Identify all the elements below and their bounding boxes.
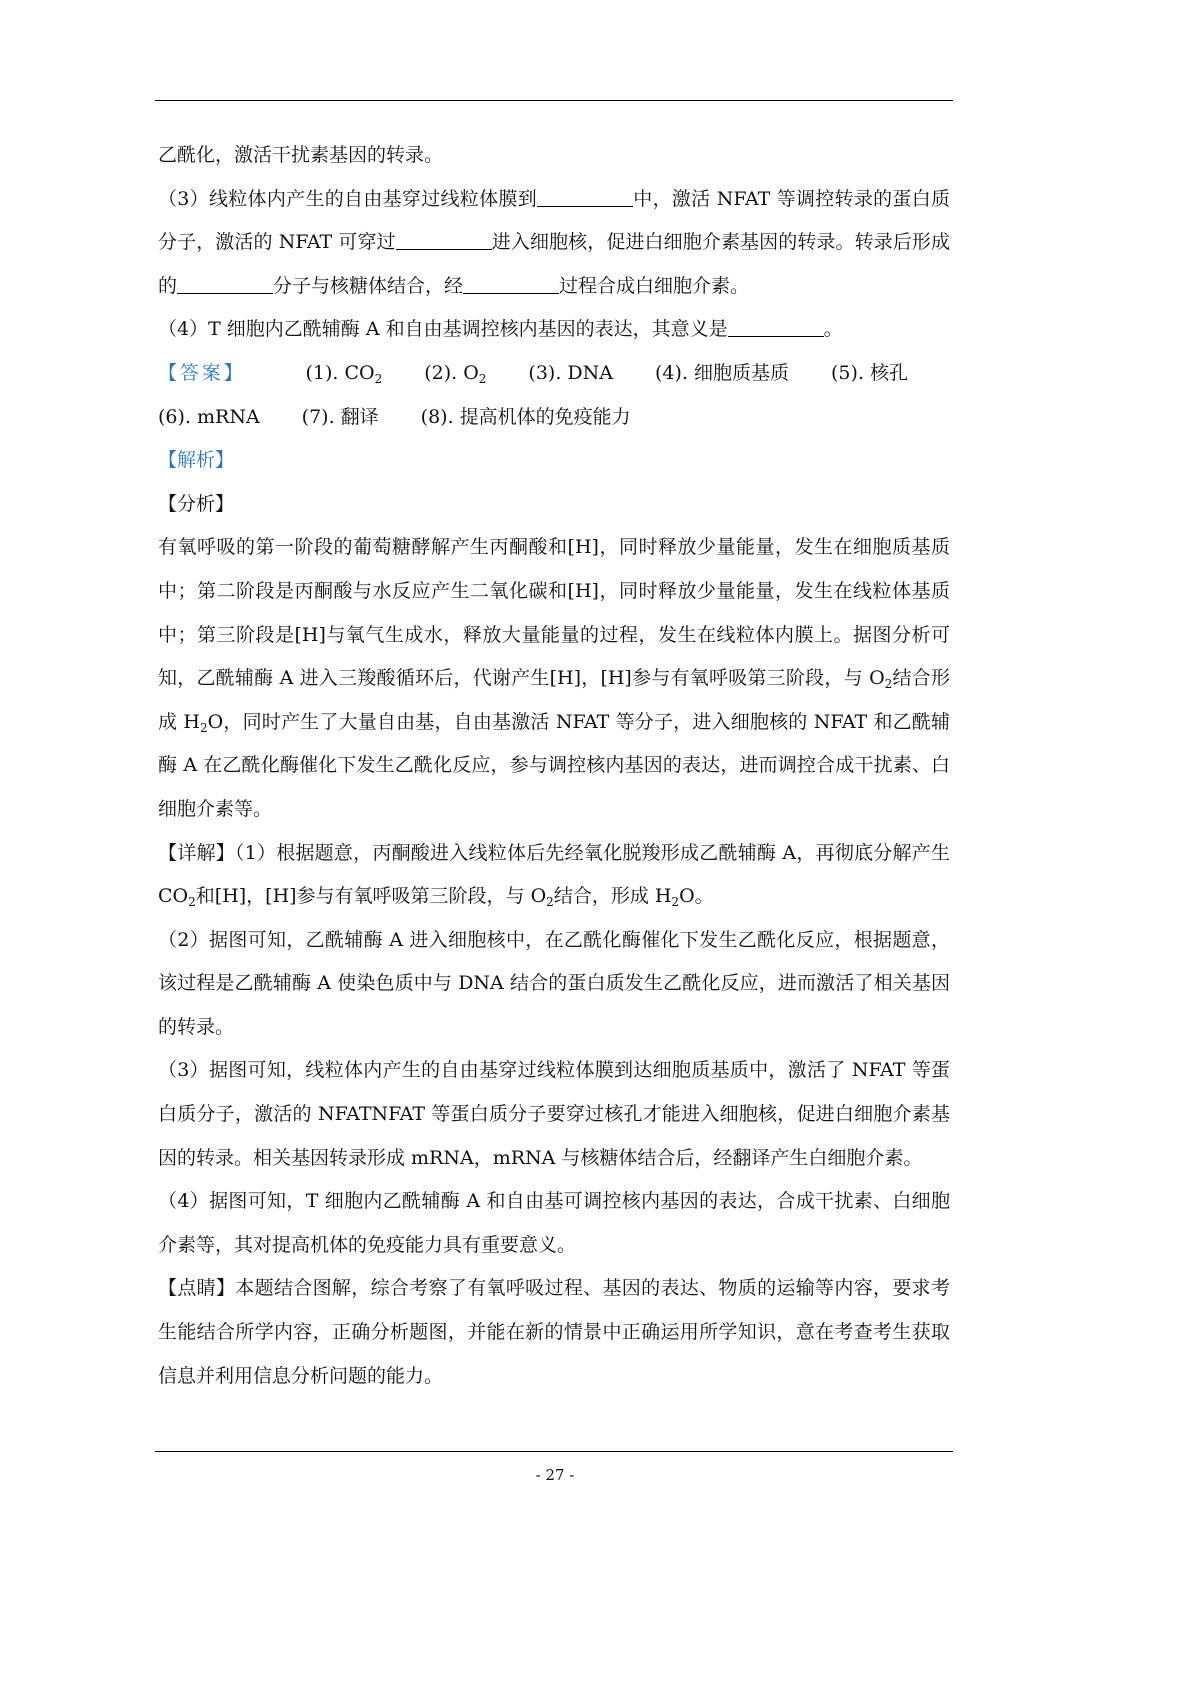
subscript: 2 — [671, 895, 680, 910]
subscript: 2 — [374, 371, 383, 386]
subscript: 2 — [884, 677, 893, 692]
text: （3）据图可知，线粒体内产生的自由基穿过线粒体膜到达细胞质基质中，激活了 NFAT 等蛋白质分子，激活的 NFATNFAT 等蛋白质分子要穿过核孔才能进入细胞核，促进白细胞介素基因的转录。相关基因转录形成 mRNA，mRNA 与核糖体结合后，经翻译产生白细胞介素。 — [158, 1059, 950, 1169]
text: （3）线粒体内产生的自由基穿过线粒体膜到 — [158, 187, 537, 210]
text: 【详解】（1）根据题意，丙酮酸进入线粒体后先经氧化脱羧形成乙酰辅酶 A，再彻底分解产生 CO — [158, 841, 950, 908]
text: 结合，形成 H — [553, 885, 672, 908]
paragraph — [158, 526, 950, 831]
text: （2）据图可知，乙酰辅酶 A 进入细胞核中，在乙酰化酶催化下发生乙酰化反应，根据题意，该过程是乙酰辅酶 A 使染色质中与 DNA 结合的蛋白质发生乙酰化反应，进而激活了相关基因的转录。 — [158, 928, 950, 1038]
answer-item — [528, 352, 613, 396]
answer-item — [831, 352, 908, 396]
paragraph — [158, 483, 950, 527]
answer-label: 【答案】 — [158, 361, 246, 384]
paragraph — [158, 919, 950, 1050]
text: 乙酰化，激活干扰素基因的转录。 — [158, 144, 444, 166]
text: O。 — [679, 885, 714, 908]
answer-text: (7). 翻译 — [301, 405, 379, 428]
answer-item — [424, 352, 486, 396]
footer-rule — [155, 1451, 953, 1452]
text: 【点睛】本题结合图解，综合考察了有氧呼吸过程、基因的表达、物质的运输等内容，要求考生能结合所学内容，正确分析题图，并能在新的情景中正确运用所学知识，意在考查考生获取信息并利用信息分析问题的能力。 — [158, 1277, 950, 1387]
answer-paragraph — [158, 352, 950, 439]
paragraph — [158, 1267, 950, 1398]
paragraph — [158, 439, 950, 483]
text: 有氧呼吸的第一阶段的葡萄糖酵解产生丙酮酸和[H]，同时释放少量能量，发生在细胞质基质中；第二阶段是丙酮酸与水反应产生二氧化碳和[H]，同时释放少量能量，发生在线粒体基质中；第三阶段是[H]与氧气生成水，释放大量能量的过程，发生在线粒体内膜上。据图分析可知，乙酰辅酶 A 进入三羧酸循环后，代谢产生[H]，[H]参与有氧呼吸第三阶段，与 O — [158, 536, 950, 690]
answer-item — [305, 352, 382, 396]
answer-text: (8). 提高机体的免疫能力 — [420, 405, 631, 428]
answer-text: (4). 细胞质基质 — [655, 361, 789, 384]
paragraph — [158, 1180, 950, 1267]
subscript: 2 — [188, 895, 196, 910]
answer-text: (2). O — [424, 361, 479, 384]
header-rule — [155, 100, 953, 101]
fill-in-blank — [396, 231, 492, 250]
fill-in-blank — [537, 188, 633, 207]
fill-in-blank — [177, 275, 273, 294]
paragraph — [158, 134, 950, 178]
answer-item — [655, 352, 789, 396]
subscript: 2 — [478, 371, 487, 386]
page-number: - 27 - — [535, 1466, 575, 1484]
section-label: 【解析】 — [158, 449, 235, 472]
text: （4）据图可知，T 细胞内乙酰辅酶 A 和自由基可调控核内基因的表达，合成干扰素、白细胞介素等，其对提高机体的免疫能力具有重要意义。 — [158, 1190, 950, 1256]
subscript: 2 — [200, 720, 208, 735]
fill-in-blank — [728, 318, 824, 337]
text: 进入细胞核，促进白细胞介素基因的转录。转录后形成的 — [158, 231, 950, 297]
answer-text: (5). 核孔 — [831, 361, 908, 384]
text: 【分析】 — [158, 492, 235, 515]
answer-text: (6). mRNA — [158, 405, 260, 428]
answer-item — [421, 396, 631, 440]
text: 过程合成白细胞介素。 — [559, 274, 750, 297]
document-body — [158, 134, 950, 1398]
answer-text: (3). DNA — [528, 361, 613, 384]
text: 。 — [823, 318, 843, 341]
text: 结合形成 H — [158, 667, 950, 733]
paragraph — [158, 178, 950, 309]
answer-item — [158, 396, 260, 440]
paragraph — [158, 1049, 950, 1180]
paragraph — [158, 308, 950, 352]
text: 分子与核糖体结合，经 — [273, 274, 464, 297]
text: O，同时产生了大量自由基，自由基激活 NFAT 等分子，进入细胞核的 NFAT 和乙酰辅酶 A 在乙酰化酶催化下发生乙酰化反应，参与调控核内基因的表达，进而调控合成干扰素、白细胞介素等。 — [158, 710, 951, 820]
paragraph — [158, 832, 950, 919]
text: 和[H]，[H]参与有氧呼吸第三阶段，与 O — [195, 885, 547, 908]
text: 中，激活 NFAT 等调控转录的蛋白质分子，激活的 NFAT 可穿过 — [158, 187, 950, 254]
subscript: 2 — [546, 895, 554, 910]
text: （4）T 细胞内乙酰辅酶 A 和自由基调控核内基因的表达，其意义是 — [158, 318, 728, 341]
fill-in-blank — [463, 275, 559, 294]
answer-text: (1). CO — [305, 361, 375, 384]
answer-item — [302, 396, 379, 440]
